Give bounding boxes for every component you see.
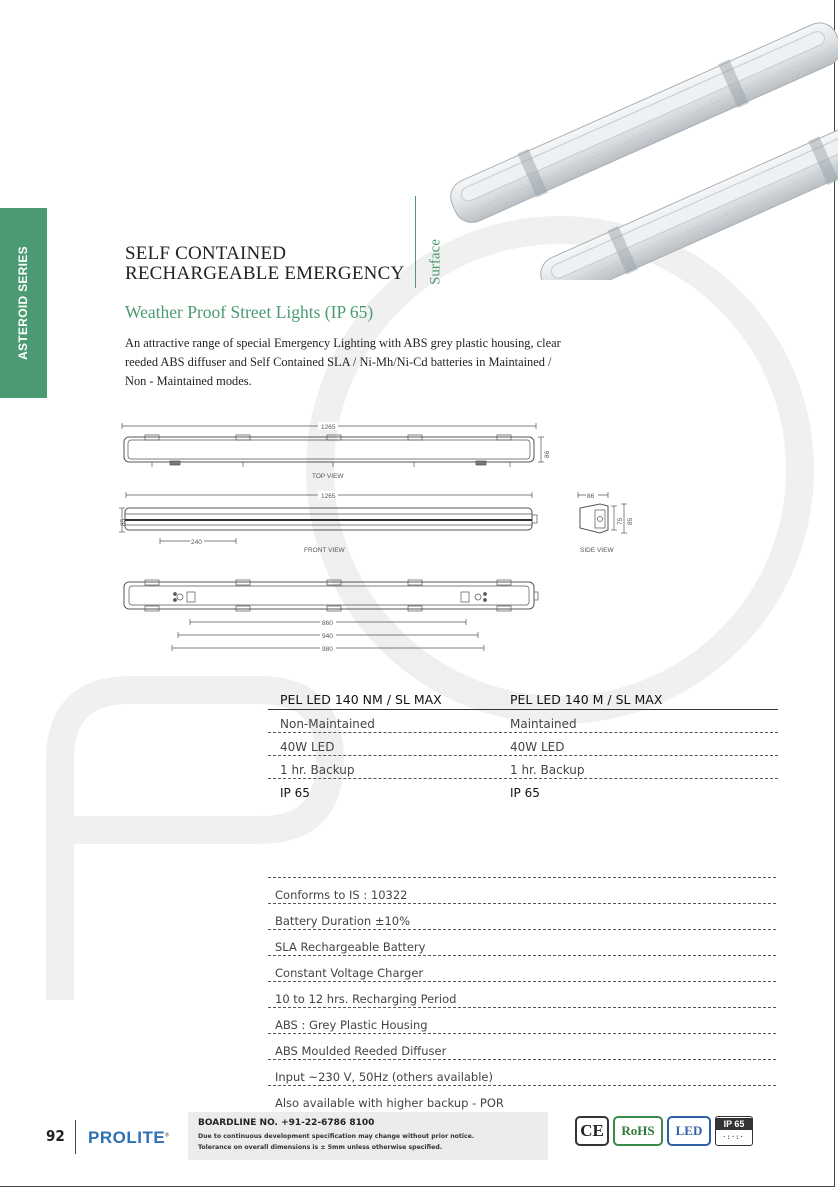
spec-header-row xyxy=(268,692,778,710)
tolerance-note: Tolerance on overall dimensions is ± 5mm unless otherwise specified. xyxy=(198,1144,443,1151)
features-list xyxy=(268,877,776,1111)
dust-water-icon: ·:·:· xyxy=(723,1133,745,1141)
side-view-inner: 75 xyxy=(617,517,624,525)
spec-cell: 40W LED xyxy=(280,740,335,754)
spec-cell: IP 65 xyxy=(280,786,310,800)
table-row xyxy=(268,756,778,779)
list-item: Constant Voltage Charger xyxy=(268,956,776,982)
side-view-width: 86 xyxy=(587,493,595,500)
led-badge: LED xyxy=(667,1116,711,1146)
side-view-height: 85 xyxy=(627,517,634,525)
footer-divider xyxy=(75,1120,76,1154)
brand-logo xyxy=(88,1128,169,1148)
list-item: Conforms to IS : 10322 xyxy=(268,878,776,904)
mounting-category: Surface xyxy=(427,239,444,285)
ip65-label: IP 65 xyxy=(716,1118,752,1130)
table-row xyxy=(268,733,778,756)
spec-header-model-nm: PEL LED 140 NM / SL MAX xyxy=(280,692,442,707)
title-line-2: RECHARGEABLE EMERGENCY xyxy=(125,263,405,284)
series-label: ASTEROID SERIES xyxy=(16,246,30,360)
table-row xyxy=(268,710,778,733)
top-view-length: 1265 xyxy=(321,424,336,431)
list-item: Input ~230 V, 50Hz (others available) xyxy=(268,1060,776,1086)
list-item: Also available with higher backup - POR xyxy=(275,1096,504,1110)
product-description: An attractive range of special Emergency Lighting with ABS grey plastic housing, clear reeded ABS diffuser and Self Contained SLA / Ni-Mh/Ni-Cd batteries in Maintained / Non - Maintained modes. xyxy=(125,336,561,388)
spec-table xyxy=(268,692,778,801)
spec-cell: 1 hr. Backup xyxy=(510,763,585,777)
front-view-label: FRONT VIEW xyxy=(304,547,345,554)
top-view-label: TOP VIEW xyxy=(312,473,344,480)
list-item: SLA Rechargeable Battery xyxy=(268,930,776,956)
list-item: Battery Duration ±10% xyxy=(268,904,776,930)
ip65-badge xyxy=(715,1116,753,1146)
list-item: ABS : Grey Plastic Housing xyxy=(268,1008,776,1034)
front-view-length: 1265 xyxy=(321,493,336,500)
spec-cell: Maintained xyxy=(510,717,577,731)
spec-cell: 1 hr. Backup xyxy=(280,763,355,777)
spec-cell: 40W LED xyxy=(510,740,565,754)
rohs-badge: RoHS xyxy=(613,1116,663,1146)
brand-name: PROLITE xyxy=(88,1128,166,1147)
front-view-height: 85 xyxy=(120,518,127,526)
ce-badge: CE xyxy=(575,1116,609,1146)
brand-mark: ® xyxy=(165,1132,170,1139)
table-row xyxy=(268,779,778,801)
spec-cell: IP 65 xyxy=(510,786,540,800)
title-line-1: SELF CONTAINED xyxy=(125,243,287,264)
side-view-label: SIDE VIEW xyxy=(580,547,614,554)
top-view-height: 86 xyxy=(544,450,551,458)
bottom-dim-980: 980 xyxy=(322,646,333,653)
product-subtitle: Weather Proof Street Lights (IP 65) xyxy=(125,302,374,322)
bottom-dim-860: 860 xyxy=(322,620,333,627)
spec-cell: Non-Maintained xyxy=(280,717,375,731)
list-item: 10 to 12 hrs. Recharging Period xyxy=(268,982,776,1008)
boardline-box xyxy=(188,1112,548,1160)
certification-badges xyxy=(575,1116,753,1146)
list-item: ABS Moulded Reeded Diffuser xyxy=(268,1034,776,1060)
spec-change-note: Due to continuous development specification may change without prior notice. xyxy=(198,1133,475,1140)
spec-header-model-m: PEL LED 140 M / SL MAX xyxy=(510,692,663,707)
bottom-dim-940: 940 xyxy=(322,633,333,640)
boardline-number: BOARDLINE NO. +91-22-6786 8100 xyxy=(198,1118,375,1128)
page-number: 92 xyxy=(46,1127,65,1145)
front-view-offset: 240 xyxy=(191,539,202,546)
